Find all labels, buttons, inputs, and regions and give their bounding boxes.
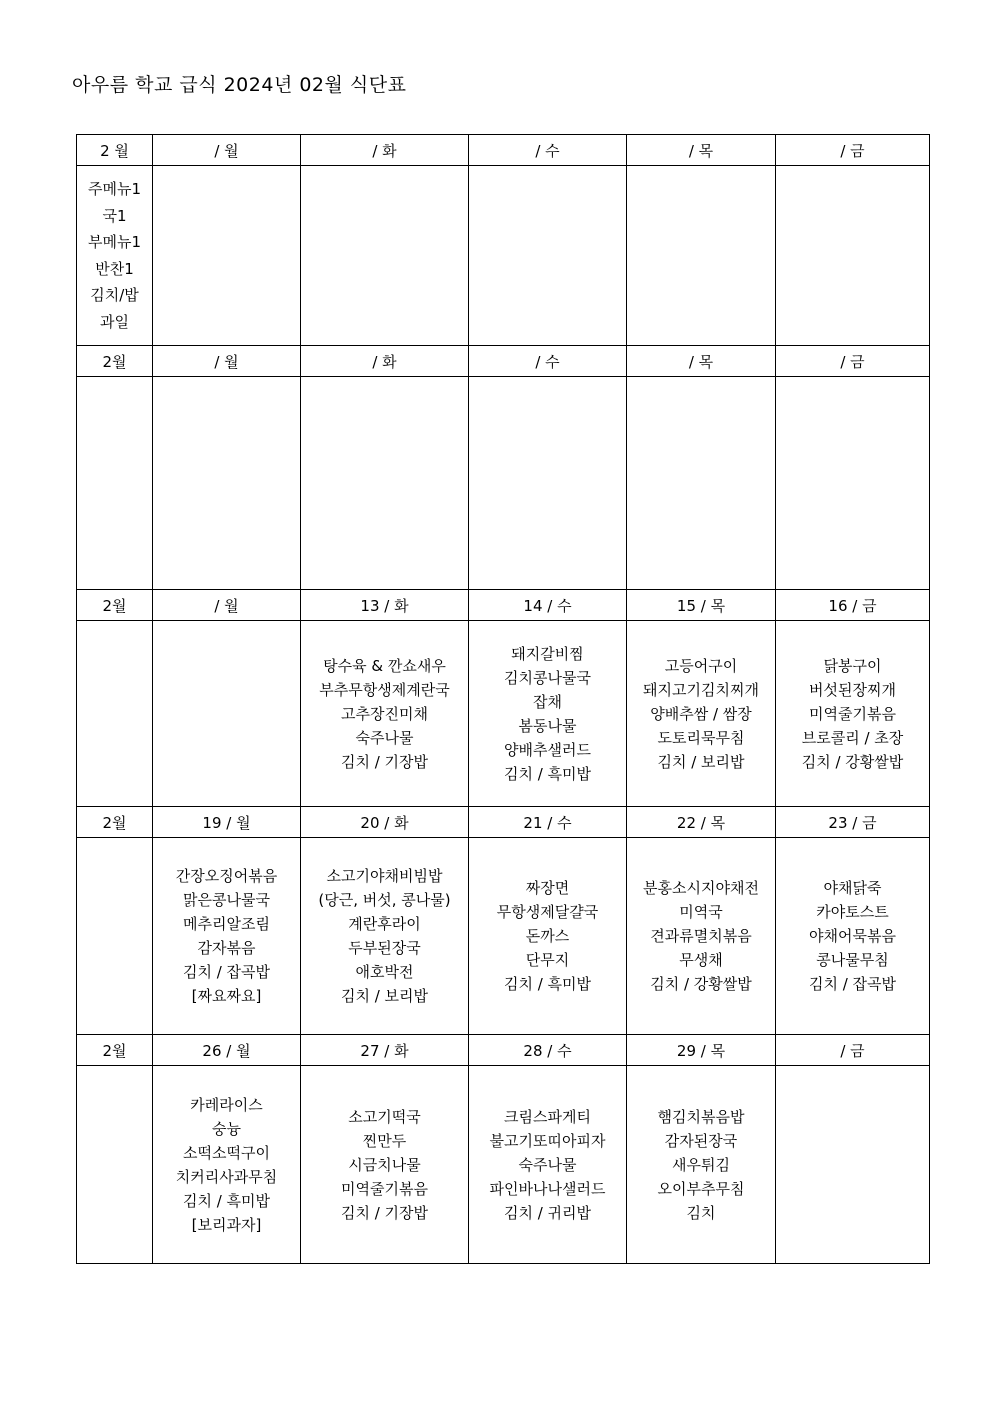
day-header-cell: / 수 [469, 135, 627, 166]
week-menu-row [77, 838, 930, 1035]
category-label: 부메뉴1 [87, 233, 141, 251]
menu-item: 버섯된장찌개 [809, 680, 896, 699]
category-label-cell [77, 838, 153, 1035]
day-menu-cell [301, 166, 469, 346]
day-menu-cell [469, 1066, 627, 1264]
day-menu-cell [776, 166, 930, 346]
menu-item: 김치 / 흑미밥 [503, 764, 592, 783]
day-header-cell: 23 / 금 [776, 807, 930, 838]
menu-item: 김치 [686, 1203, 716, 1222]
day-menu-cell [153, 166, 301, 346]
day-header-cell: / 화 [301, 346, 469, 377]
menu-item: 감자된장국 [664, 1131, 738, 1150]
day-menu-cell [627, 166, 776, 346]
day-header-cell: / 월 [153, 346, 301, 377]
menu-item: 파인바나나샐러드 [489, 1179, 606, 1198]
menu-item: 콩나물무침 [816, 951, 889, 969]
category-label-cell [77, 377, 153, 590]
day-header-cell: / 금 [776, 1035, 930, 1066]
menu-item: (당근, 버섯, 콩나물) [318, 891, 451, 909]
day-menu-cell [301, 377, 469, 590]
menu-item: 도토리묵무침 [657, 728, 745, 747]
month-header-cell: 2월 [77, 590, 153, 621]
menu-item: 분홍소시지야채전 [643, 879, 759, 897]
day-menu-cell [153, 377, 301, 590]
menu-item: 단무지 [525, 951, 570, 969]
page-title: 아우름 학교 급식 2024년 02월 식단표 [72, 74, 407, 96]
day-menu-cell [627, 1066, 776, 1264]
menu-item: 카레라이스 [190, 1095, 263, 1114]
day-header-cell: 22 / 목 [627, 807, 776, 838]
menu-item: 닭봉구이 [823, 656, 882, 675]
menu-item: 김치 / 기장밥 [340, 1203, 429, 1222]
menu-item: 브로콜리 / 초장 [801, 728, 904, 747]
category-label-cell [77, 621, 153, 807]
menu-item: 시금치나물 [348, 1155, 421, 1174]
menu-item: 크림스파게티 [504, 1107, 591, 1126]
day-menu-cell [469, 377, 627, 590]
menu-item: 애호박전 [355, 963, 414, 981]
menu-item: 부추무항생제계란국 [319, 680, 450, 699]
menu-item: 야채닭죽 [823, 879, 882, 897]
menu-item: 감자볶음 [197, 939, 256, 957]
day-menu-cell [469, 838, 627, 1035]
day-header-cell: 21 / 수 [469, 807, 627, 838]
day-menu-cell [153, 838, 301, 1035]
month-header-cell: 2 월 [77, 135, 153, 166]
menu-item: 김치 / 흑미밥 [182, 1191, 271, 1210]
day-header-cell: / 화 [301, 135, 469, 166]
day-header-cell: / 목 [627, 346, 776, 377]
menu-item: 김치 / 잡곡밥 [182, 963, 271, 981]
menu-item: 김치 / 강황쌀밥 [650, 975, 752, 993]
day-menu-cell [469, 621, 627, 807]
menu-item: 탕수육 & 깐쇼새우 [323, 656, 446, 675]
menu-item: 카야토스트 [816, 903, 889, 921]
day-header-cell: / 목 [627, 135, 776, 166]
menu-item: 잡채 [533, 692, 562, 711]
month-header-cell: 2월 [77, 346, 153, 377]
day-menu-cell [776, 621, 930, 807]
day-header-cell: / 월 [153, 135, 301, 166]
menu-item: 양배추쌈 / 쌈장 [650, 704, 752, 723]
menu-item: 햄김치볶음밥 [657, 1107, 745, 1126]
day-menu-cell [469, 166, 627, 346]
menu-item: 김치 / 기장밥 [340, 752, 429, 771]
menu-item: 간장오징어볶음 [175, 867, 278, 885]
week-header-row [77, 807, 930, 838]
day-menu-cell [301, 838, 469, 1035]
week-menu-row [77, 377, 930, 590]
menu-item: 새우튀김 [672, 1155, 730, 1174]
day-menu-cell [301, 1066, 469, 1264]
menu-item: 맑은콩나물국 [183, 891, 270, 909]
menu-item: 무생채 [679, 951, 723, 969]
menu-item: 봄동나물 [518, 716, 577, 735]
menu-item: [보리과자] [191, 1215, 262, 1234]
day-header-cell: / 금 [776, 135, 930, 166]
category-label-cell [77, 166, 153, 346]
day-menu-cell [301, 621, 469, 807]
menu-item: 김치 / 보리밥 [340, 987, 429, 1005]
day-header-cell: / 금 [776, 346, 930, 377]
menu-item: 소고기야채비빔밥 [326, 867, 443, 885]
day-header-cell: 29 / 목 [627, 1035, 776, 1066]
week-header-row [77, 135, 930, 166]
menu-item: 소고기떡국 [348, 1107, 421, 1126]
day-header-cell: 13 / 화 [301, 590, 469, 621]
menu-item: 숭늉 [212, 1119, 241, 1138]
day-header-cell: / 월 [153, 590, 301, 621]
menu-item: 미역줄기볶음 [809, 704, 896, 723]
menu-item: 김치콩나물국 [504, 668, 591, 687]
menu-item: 소떡소떡구이 [183, 1143, 270, 1162]
meal-plan-table [76, 134, 930, 1264]
menu-item: 숙주나물 [355, 728, 414, 747]
menu-item: 김치 / 귀리밥 [503, 1203, 592, 1222]
category-label: 주메뉴1 [87, 180, 141, 198]
day-header-cell: 28 / 수 [469, 1035, 627, 1066]
month-header-cell: 2월 [77, 1035, 153, 1066]
menu-item: 돈까스 [525, 927, 570, 945]
category-label: 반찬1 [95, 259, 134, 278]
category-label-cell [77, 1066, 153, 1264]
week-header-row [77, 590, 930, 621]
day-header-cell: 16 / 금 [776, 590, 930, 621]
week-header-row [77, 346, 930, 377]
menu-item: 치커리사과무침 [175, 1167, 278, 1186]
week-menu-row [77, 621, 930, 807]
day-header-cell: 19 / 월 [153, 807, 301, 838]
menu-item: 고등어구이 [664, 656, 738, 675]
day-menu-cell [776, 1066, 930, 1264]
day-header-cell: 14 / 수 [469, 590, 627, 621]
week-menu-row [77, 166, 930, 346]
day-menu-cell [776, 838, 930, 1035]
day-header-cell: / 수 [469, 346, 627, 377]
day-menu-cell [153, 621, 301, 807]
menu-item: 김치 / 보리밥 [657, 752, 745, 771]
menu-item: 무항생제달걀국 [496, 903, 599, 921]
day-menu-cell [627, 621, 776, 807]
menu-item: 돼지갈비찜 [511, 644, 584, 663]
menu-item: 고추장진미채 [341, 704, 428, 723]
menu-item: 숙주나물 [518, 1155, 577, 1174]
menu-item: [짜요짜요] [191, 987, 262, 1005]
menu-item: 김치 / 잡곡밥 [808, 975, 897, 993]
menu-item: 찐만두 [362, 1131, 407, 1150]
day-menu-cell [153, 1066, 301, 1264]
day-menu-cell [627, 377, 776, 590]
day-header-cell: 15 / 목 [627, 590, 776, 621]
category-label: 김치/밥 [90, 286, 139, 304]
category-label: 국1 [102, 206, 127, 225]
week-header-row [77, 1035, 930, 1066]
menu-item: 두부된장국 [348, 939, 421, 957]
menu-item: 견과류멸치볶음 [650, 927, 752, 945]
menu-item: 김치 / 흑미밥 [503, 975, 592, 993]
menu-item: 불고기또띠아피자 [489, 1131, 606, 1150]
menu-item: 계란후라이 [348, 915, 421, 933]
week-menu-row [77, 1066, 930, 1264]
menu-item: 미역국 [679, 903, 723, 921]
day-header-cell: 27 / 화 [301, 1035, 469, 1066]
menu-item: 야채어묵볶음 [809, 927, 896, 945]
day-menu-cell [776, 377, 930, 590]
menu-item: 짜장면 [525, 879, 570, 897]
day-menu-cell [627, 838, 776, 1035]
day-header-cell: 26 / 월 [153, 1035, 301, 1066]
menu-item: 오이부추무침 [657, 1179, 745, 1198]
menu-item: 메추리알조림 [183, 915, 270, 933]
menu-item: 김치 / 강황쌀밥 [801, 752, 904, 771]
month-header-cell: 2월 [77, 807, 153, 838]
menu-item: 미역줄기볶음 [341, 1179, 428, 1198]
menu-item: 양배추샐러드 [504, 740, 591, 759]
menu-item: 돼지고기김치찌개 [643, 680, 759, 699]
day-header-cell: 20 / 화 [301, 807, 469, 838]
category-label: 과일 [100, 312, 129, 331]
